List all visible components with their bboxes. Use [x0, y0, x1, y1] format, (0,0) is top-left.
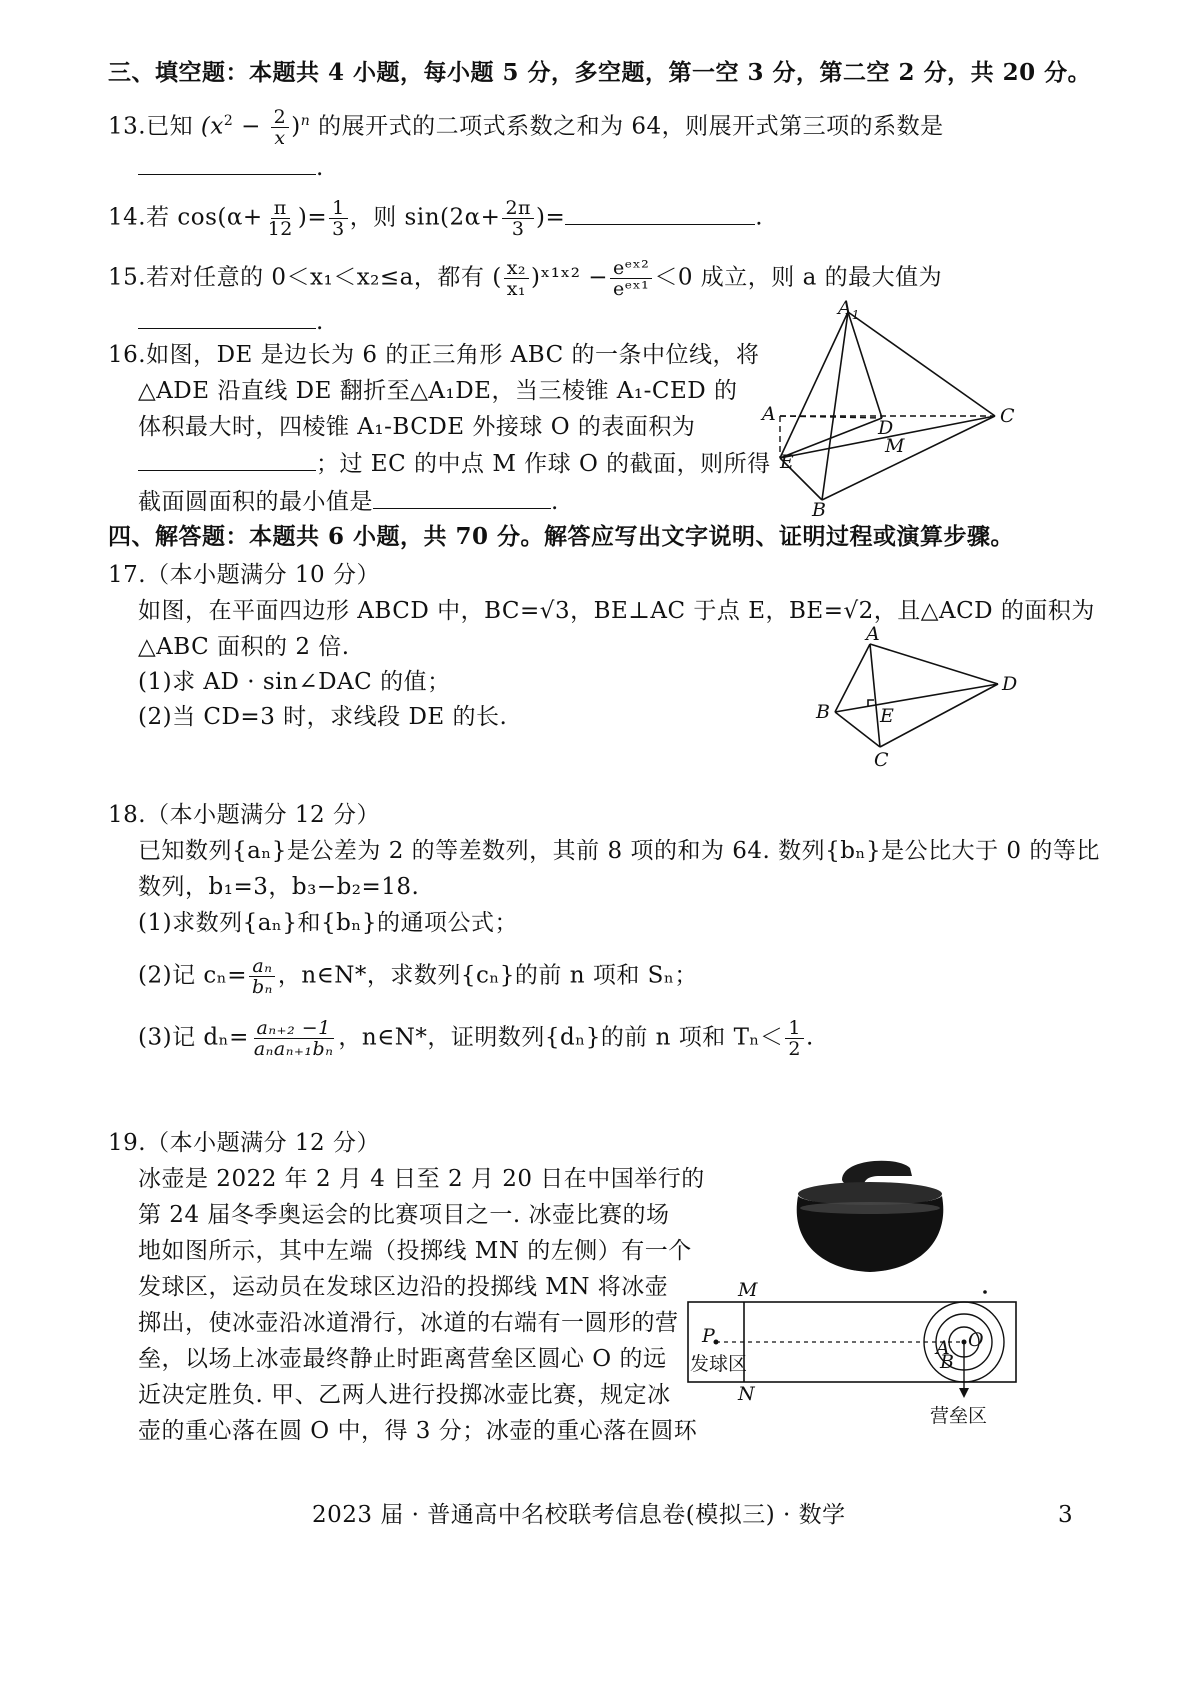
- dot-mark: [983, 1290, 987, 1294]
- q18-line1: 已知数列{aₙ}是公差为 2 的等差数列，其前 8 项的和为 64. 数列{bₙ}是公比大于 0 的等比: [138, 838, 1100, 864]
- edge-B-C: [822, 416, 995, 500]
- q18-part3-half: [785, 1018, 804, 1059]
- edge-A-D: [870, 644, 998, 684]
- q18-part3-tail: ，n∈N*，证明数列{dₙ}的前 n 项和 Tₙ＜: [338, 1024, 784, 1051]
- footer-page-number: 3: [1058, 1502, 1074, 1528]
- q14-mid: )=: [297, 204, 328, 231]
- label-A: A: [866, 623, 880, 645]
- q16-end: .: [551, 489, 559, 515]
- q18-part3: [138, 1018, 814, 1059]
- label-A1: $A_1$: [838, 300, 860, 322]
- q18-part2-tail: ，n∈N*，求数列{cₙ}的前 n 项和 Sₙ；: [277, 962, 698, 989]
- q15-frac1-num: x₂: [504, 258, 529, 279]
- curling-band: [800, 1202, 940, 1214]
- q14-lead: 若 cos(α+: [146, 204, 263, 231]
- q14-frac2-den: 3: [332, 218, 345, 240]
- q13-fraction: [271, 107, 290, 148]
- section4-heading: 四、解答题：本题共 6 小题，共 70 分。解答应写出文字说明、证明过程或演算步骤。: [108, 523, 1015, 550]
- q18-half-den: 2: [788, 1038, 801, 1060]
- q19-line-2: 地如图所示，其中左端（投掷线 MN 的左侧）有一个: [138, 1238, 692, 1264]
- q13-frac-den: x: [274, 127, 286, 150]
- q16-text4: ；过 EC 的中点 M 作球 O 的截面，则所得: [316, 451, 771, 477]
- q13-answer-blank[interactable]: [138, 152, 316, 175]
- label-O: O: [968, 1329, 984, 1351]
- q18-part1: (1)求数列{aₙ}和{bₙ}的通项公式；: [138, 910, 518, 936]
- q17-title: 17.（本小题满分 10 分）: [108, 562, 380, 588]
- q15-frac1-den: x₁: [506, 278, 527, 300]
- label-P: P: [702, 1325, 715, 1347]
- q13-lead: 已知: [146, 113, 194, 140]
- q14-answer-blank[interactable]: [565, 202, 755, 225]
- q15-number: 15.: [108, 264, 147, 291]
- edge-A-B: [835, 644, 870, 712]
- q14-frac3-den: 3: [511, 218, 525, 240]
- label-E: E: [780, 451, 794, 473]
- q18-part2-num: aₙ: [249, 956, 275, 977]
- edge-A-D-dashed: [780, 416, 882, 418]
- label-B: B: [812, 499, 826, 520]
- q15-frac1: [504, 258, 529, 299]
- q13-minus: −: [233, 113, 269, 140]
- label-A: A: [762, 403, 776, 425]
- q16-line1: [108, 340, 760, 370]
- section3-heading: 三、填空题：本题共 4 小题，每小题 5 分，多空题，第一空 3 分，第二空 2 分，共 20 分。: [108, 59, 1092, 86]
- label-house: 营垒区: [930, 1405, 988, 1427]
- q16-answer-blank-1[interactable]: [138, 448, 316, 471]
- edge-A1-D: [848, 312, 882, 418]
- label-A: A: [936, 1337, 950, 1359]
- q13-frac-num: 2: [271, 107, 290, 128]
- q18-part2-den: bₙ: [252, 976, 273, 998]
- q13-line1: 13.已知 ($x^2$ − $\frac{2}{x}$ )$^n$ 的展开式的二项式系数之和为 64，则展开式第三项的系数是: [108, 106, 944, 150]
- label-B: B: [816, 701, 830, 723]
- q17-line2: △ABC 面积的 2 倍.: [138, 634, 350, 660]
- q19-line-3: 发球区，运动员在发球区边沿的投掷线 MN 将冰壶: [138, 1274, 669, 1300]
- label-serve-zone: 发球区: [690, 1353, 748, 1375]
- q14-end: .: [755, 204, 764, 231]
- q19-line-6: 近决定胜负. 甲、乙两人进行投掷冰壶比赛，规定冰: [138, 1382, 671, 1408]
- diagonal-A-C: [870, 644, 880, 747]
- q19-line-5: 垒，以场上冰壶最终静止时距离营垒区圆心 O 的远: [138, 1346, 667, 1372]
- q15-answer-blank[interactable]: [138, 306, 316, 329]
- label-M: M: [738, 1280, 758, 1301]
- segment-B-D: [835, 684, 998, 712]
- q19-line-4: 掷出，使冰壶沿冰道滑行，冰道的右端有一圆形的营: [138, 1310, 679, 1336]
- q14-frac1: [265, 198, 296, 239]
- label-E: E: [880, 705, 894, 727]
- q16-line3: 体积最大时，四棱锥 A₁-BCDE 外接球 O 的表面积为: [138, 414, 696, 440]
- q13-tail: 的展开式的二项式系数之和为 64，则展开式第三项的系数是: [318, 113, 944, 140]
- q13-exponent: n: [300, 113, 311, 129]
- q16-line2: △ADE 沿直线 DE 翻折至△A₁DE，当三棱锥 A₁-CED 的: [138, 378, 738, 404]
- q14-frac3-num: 2π: [502, 198, 534, 219]
- house-arrow-head: [959, 1388, 969, 1398]
- q13-expr-close: ): [291, 113, 301, 140]
- q17-part1: (1)求 AD · sin∠DAC 的值；: [138, 669, 451, 695]
- q14-line: [108, 198, 763, 239]
- q18-part3-den: aₙaₙ₊₁bₙ: [253, 1038, 334, 1060]
- q18-part3-num: aₙ₊₂ −1: [254, 1018, 334, 1039]
- q18-part2-fraction: [249, 956, 276, 997]
- q16-pyramid-figure: [750, 300, 1040, 520]
- label-N: N: [738, 1383, 755, 1405]
- q19-line-7: 壶的重心落在圆 O 中，得 3 分；冰壶的重心落在圆环: [138, 1418, 698, 1444]
- label-M: M: [885, 435, 905, 457]
- q16-answer-blank-2[interactable]: [373, 486, 551, 509]
- q18-part2-lead: (2)记 cₙ=: [138, 962, 247, 989]
- q16-text1: 如图，DE 是边长为 6 的正三角形 ABC 的一条中位线，将: [146, 342, 760, 368]
- q17-line1: 如图，在平面四边形 ABCD 中，BC=√3，BE⊥AC 于点 E，BE=√2，且△ACD 的面积为: [138, 598, 1095, 624]
- q15-exp: )ˣ¹ˣ² −: [531, 264, 609, 291]
- q18-part2: [138, 956, 698, 997]
- q14-mid2: ，则 sin(2α+: [349, 204, 501, 231]
- q14-frac2: [329, 198, 348, 239]
- q14-frac3: [502, 198, 534, 239]
- q13-number: 13.: [108, 113, 147, 140]
- q16-line4: [138, 448, 771, 479]
- q13-answer-line: [138, 152, 324, 183]
- q16-number: 16.: [108, 342, 147, 368]
- label-B: B: [940, 1351, 954, 1373]
- q14-number: 14.: [108, 204, 147, 231]
- q16-text5: 截面圆面积的最小值是: [138, 489, 373, 515]
- edge-B-C: [835, 712, 880, 747]
- q14-frac2-num: 1: [329, 198, 348, 219]
- q14-mid3: )=: [536, 204, 566, 231]
- q15-end: .: [316, 309, 324, 335]
- q17-quadrilateral-figure: [810, 622, 1030, 772]
- label-D: D: [878, 417, 894, 439]
- q15-frac2: [610, 258, 652, 299]
- q14-frac1-num: π: [271, 198, 290, 219]
- q18-part3-fraction: [251, 1018, 337, 1059]
- q18-title: 18.（本小题满分 12 分）: [108, 802, 380, 828]
- q15-frac2-den: eᵉˣ¹: [613, 278, 650, 300]
- q15-line1: [108, 258, 942, 299]
- label-C: C: [874, 749, 889, 771]
- edge-A1-C: [848, 312, 995, 416]
- q14-frac1-den: 12: [267, 218, 293, 240]
- q15-answer-line: [138, 306, 324, 337]
- label-C: C: [1000, 405, 1015, 427]
- q18-line2: 数列，b₁=3，b₃−b₂=18.: [138, 874, 420, 900]
- q19-curling-sheet-figure: [680, 1280, 1025, 1430]
- q17-part2: (2)当 CD=3 时，求线段 DE 的长.: [138, 704, 508, 730]
- q19-line-1: 第 24 届冬季奥运会的比赛项目之一. 冰壶比赛的场: [138, 1202, 670, 1228]
- q13-end: .: [316, 155, 324, 181]
- q13-expr-open: (x: [200, 113, 224, 140]
- label-D: D: [1002, 673, 1018, 695]
- footer-title: 2023 届 · 普通高中名校联考信息卷(模拟三) · 数学: [312, 1502, 846, 1528]
- q19-line-0: 冰壶是 2022 年 2 月 4 日至 2 月 20 日在中国举行的: [138, 1166, 705, 1192]
- curling-stone-image: [780, 1150, 960, 1280]
- q15-frac2-num: eᵉˣ²: [610, 258, 652, 279]
- q18-part3-lead: (3)记 dₙ=: [138, 1024, 249, 1051]
- q18-part3-end: .: [805, 1024, 814, 1051]
- q18-half-num: 1: [785, 1018, 804, 1039]
- q15-lead: 若对任意的 0＜x₁＜x₂≤a，都有 (: [146, 264, 502, 291]
- q19-title: 19.（本小题满分 12 分）: [108, 1130, 380, 1156]
- q16-line5: [138, 486, 559, 517]
- q15-tail: ＜0 成立，则 a 的最大值为: [654, 264, 943, 291]
